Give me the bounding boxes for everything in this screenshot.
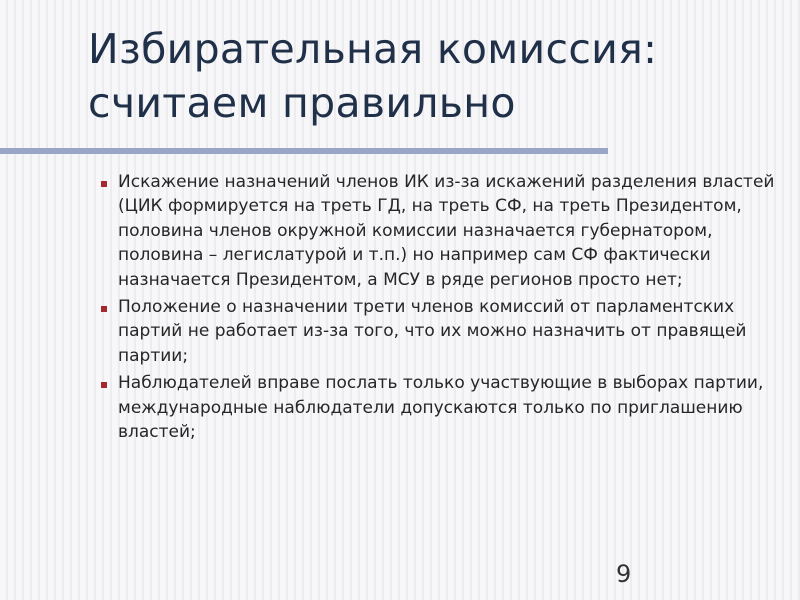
bullet-item-2: [112, 295, 792, 368]
bullet-list: [112, 170, 792, 447]
slide-number: 9: [616, 560, 632, 588]
bullet-item-3: [112, 371, 792, 444]
bullet-text-3: Наблюдателей вправе послать только участвующие в выборах партии, международные наблюдатели допускаются только по приглашению властей;: [118, 373, 764, 443]
bullet-text-2: Положение о назначении трети членов комиссий от парламентских партий не работает из-за того, что их можно назначить от правящей партии;: [118, 297, 747, 366]
title-line-2: считаем правильно: [88, 79, 516, 127]
title-line-1: Избирательная комиссия:: [88, 25, 658, 73]
bullet-item-1: [112, 170, 792, 292]
square-bullet-icon: [101, 181, 107, 187]
title-underline-rule: [0, 148, 608, 154]
square-bullet-icon: [101, 382, 107, 388]
square-bullet-icon: [101, 306, 107, 312]
slide-title: [88, 22, 778, 130]
bullet-text-1: Искажение назначений членов ИК из-за искажений разделения властей (ЦИК формируется на треть ГД, на треть СФ, на треть Президентом, половина членов окружной комиссии назначается губернатором, половина – легислатурой и т.п.) но например сам СФ фактически назначается Президентом, а МСУ в ряде регионов просто нет;: [118, 172, 775, 290]
